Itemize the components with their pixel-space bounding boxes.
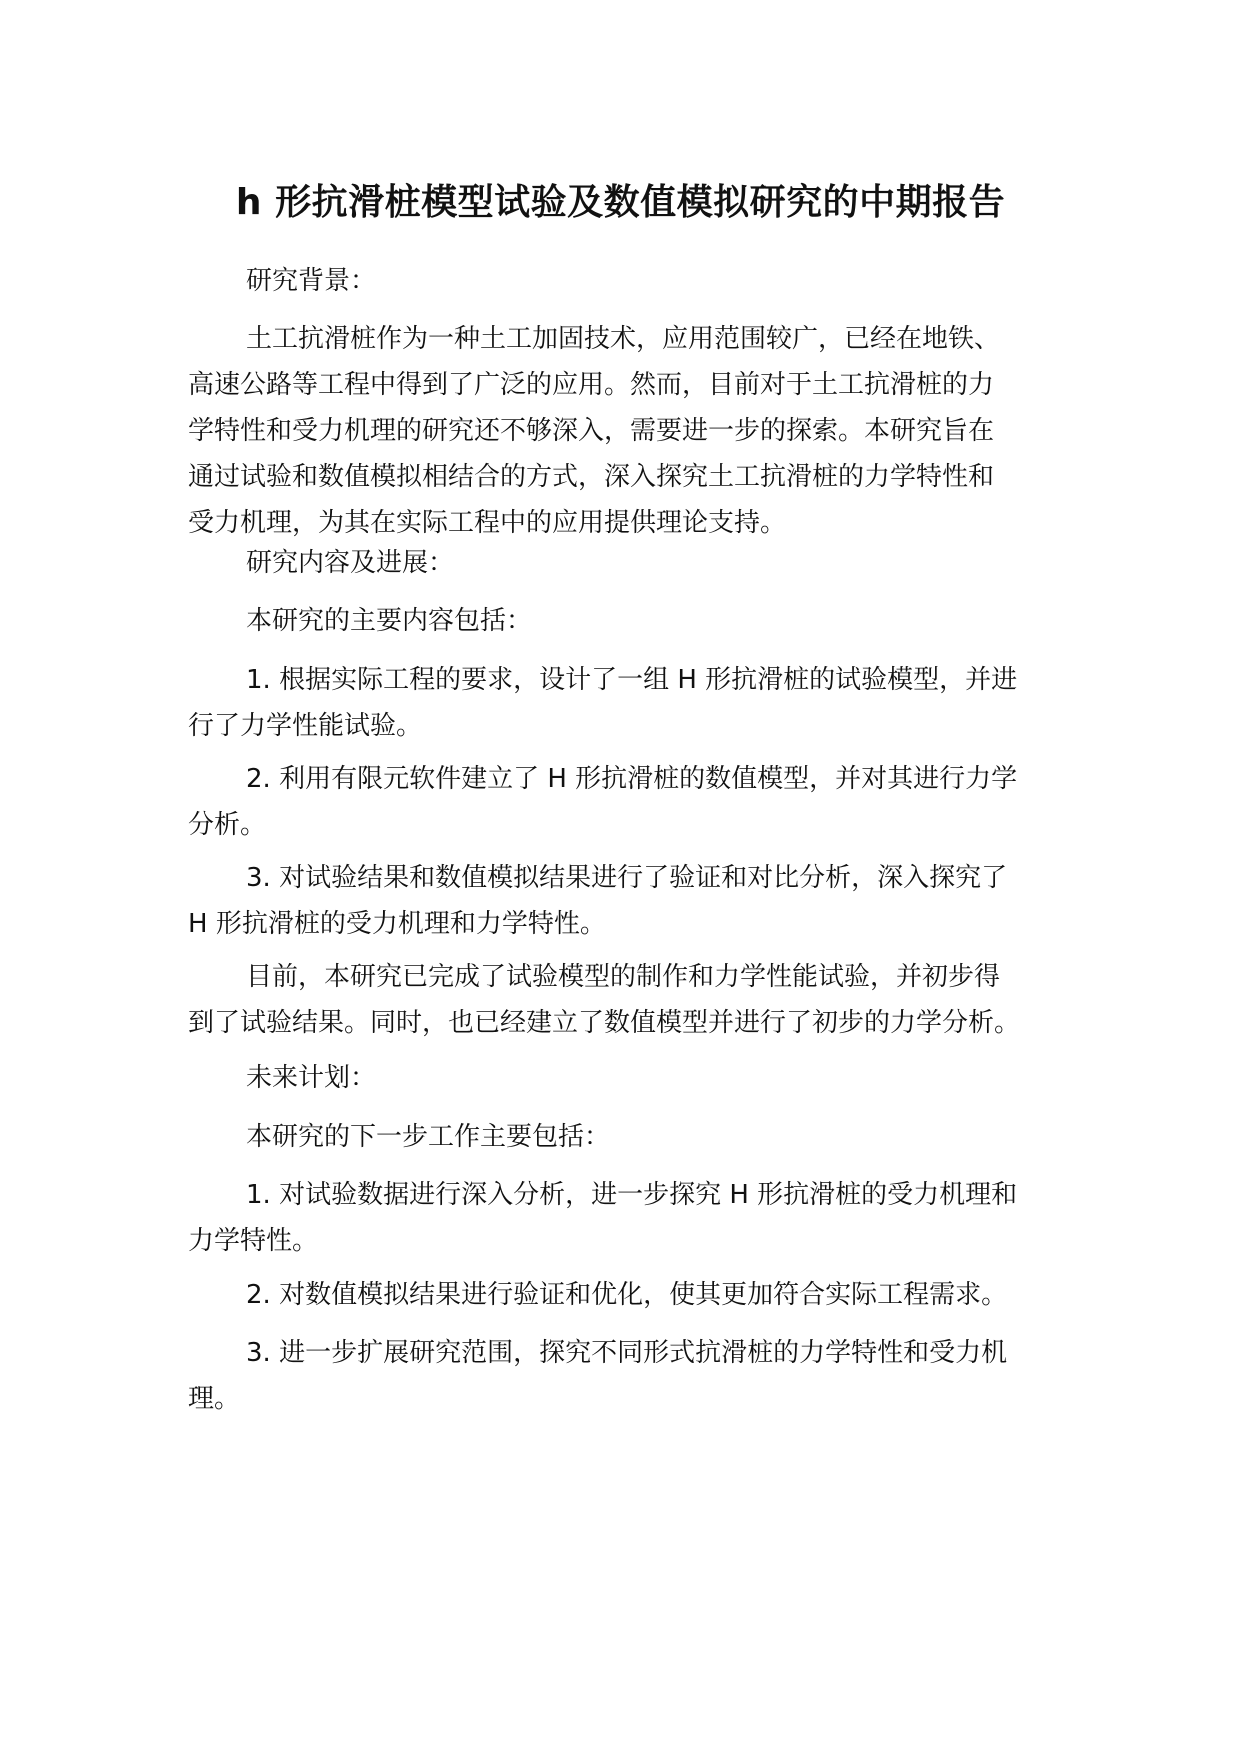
list-item-plan-1 xyxy=(188,1172,1068,1264)
paragraph-background xyxy=(188,316,1068,546)
text-line: 受力机理，为其在实际工程中的应用提供理论支持。 xyxy=(188,508,787,538)
text-line: 3. 进一步扩展研究范围，探究不同形式抗滑桩的力学特性和受力机 xyxy=(246,1338,1008,1368)
text-line: 本研究的下一步工作主要包括： xyxy=(246,1122,611,1152)
text-line: 2. 对数值模拟结果进行验证和优化，使其更加符合实际工程需求。 xyxy=(246,1280,1008,1310)
text-line: 1. 对试验数据进行深入分析，进一步探究 H 形抗滑桩的受力机理和 xyxy=(246,1180,1018,1210)
section-heading-future-plan xyxy=(188,1055,1068,1101)
text-line: 通过试验和数值模拟相结合的方式，深入探究土工抗滑桩的力学特性和 xyxy=(188,462,995,492)
text-line: 3. 对试验结果和数值模拟结果进行了验证和对比分析，深入探究了 xyxy=(246,863,1008,893)
text-line: 1. 根据实际工程的要求，设计了一组 H 形抗滑桩的试验模型，并进 xyxy=(246,665,1018,695)
list-item-content-3 xyxy=(188,855,1068,947)
list-item-plan-3 xyxy=(188,1330,1068,1422)
paragraph-next-steps-intro xyxy=(188,1114,1068,1160)
text-line: 分析。 xyxy=(188,810,267,840)
text-line: 高速公路等工程中得到了广泛的应用。然而，目前对于土工抗滑桩的力 xyxy=(188,370,995,400)
text-line: 本研究的主要内容包括： xyxy=(246,606,533,636)
paragraph-current-status xyxy=(188,954,1068,1046)
text-line: 学特性和受力机理的研究还不够深入，需要进一步的探索。本研究旨在 xyxy=(188,416,995,446)
text-line: 2. 利用有限元软件建立了 H 形抗滑桩的数值模型，并对其进行力学 xyxy=(246,764,1018,794)
text-line: 目前，本研究已完成了试验模型的制作和力学性能试验，并初步得 xyxy=(246,962,1001,992)
text-line: 理。 xyxy=(188,1384,241,1414)
text-line: 研究内容及进展： xyxy=(246,548,455,578)
section-heading-background xyxy=(188,258,1068,304)
paragraph-content-intro xyxy=(188,598,1068,644)
text-line: 到了试验结果。同时，也已经建立了数值模型并进行了初步的力学分析。 xyxy=(188,1008,1021,1038)
text-line: 研究背景： xyxy=(246,266,377,296)
section-heading-progress xyxy=(188,540,1068,586)
text-line: 力学特性。 xyxy=(188,1226,319,1256)
list-item-content-2 xyxy=(188,756,1068,848)
text-line: 行了力学性能试验。 xyxy=(188,711,423,741)
text-line: 未来计划： xyxy=(246,1063,377,1093)
list-item-plan-2 xyxy=(188,1272,1068,1318)
document-title: h 形抗滑桩模型试验及数值模拟研究的中期报告 xyxy=(235,182,1006,223)
text-line: 土工抗滑桩作为一种土工加固技术，应用范围较广，已经在地铁、 xyxy=(246,324,1001,354)
list-item-content-1 xyxy=(188,657,1068,749)
text-line: H 形抗滑桩的受力机理和力学特性。 xyxy=(188,909,606,939)
